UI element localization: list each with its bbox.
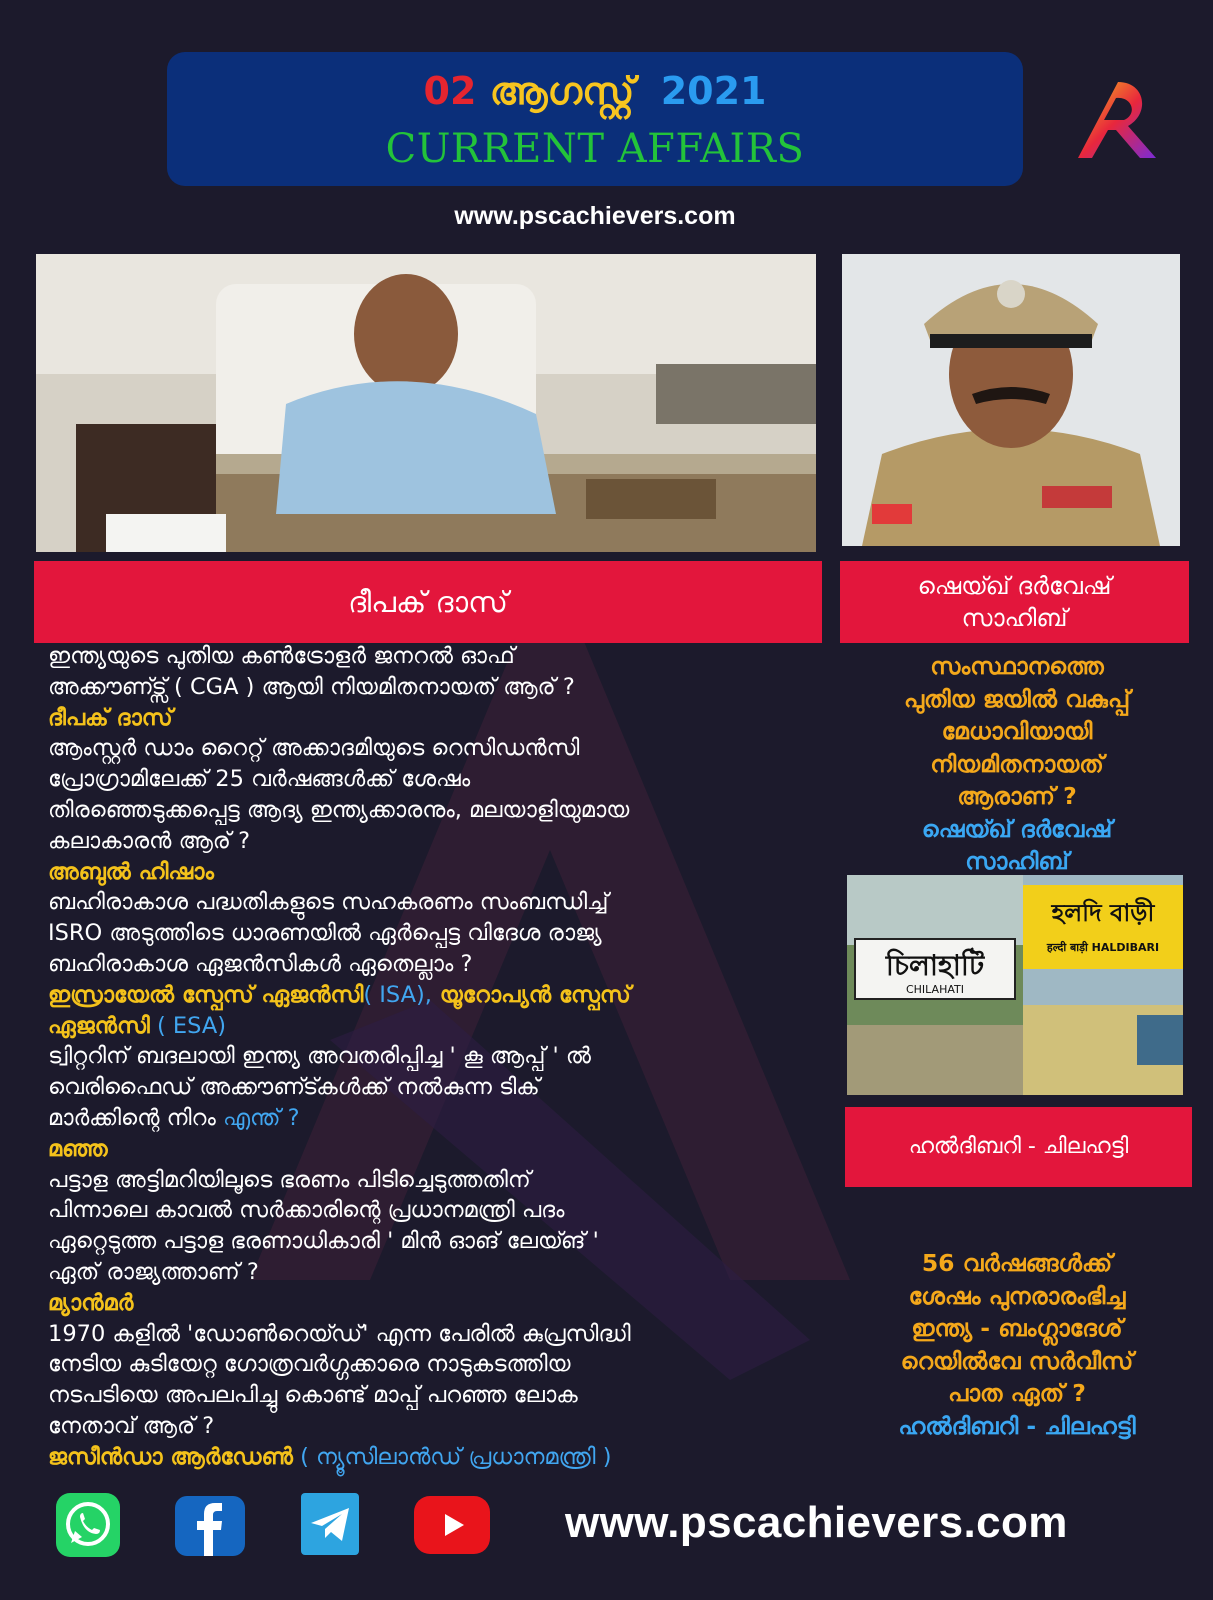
photo-deepak-das: [36, 254, 816, 552]
side-question-jail-department: [842, 650, 1192, 878]
question-line: പിന്നാലെ കാവൽ സർക്കാരിന്റെ പ്രധാനമന്ത്രി പദം: [48, 1197, 565, 1224]
answer: മ്യാൻമർ: [48, 1289, 134, 1316]
question-line: ബഹിരാകാശ പദ്ധതികളുടെ സഹകരണം സംബന്ധിച്ച്: [48, 889, 609, 916]
telegram-icon[interactable]: [301, 1493, 359, 1555]
qa-item-6: [48, 1319, 828, 1473]
website-url-bottom[interactable]: www.pscachievers.com: [565, 1498, 1068, 1547]
question-line: നേതാവ് ആര് ?: [48, 1412, 215, 1439]
side-question-line: 56 വർഷങ്ങൾക്ക്: [921, 1249, 1113, 1277]
photo-sheikh-darvesh-saheb: [842, 254, 1180, 546]
chilahati-sign-latin: CHILAHATI: [905, 983, 965, 996]
side-question-line: ആരാണ് ?: [957, 782, 1077, 810]
answer-part: യൂറോപ്യൻ സ്പേസ്: [431, 981, 631, 1008]
question-line: കലാകാരൻ ആര് ?: [48, 827, 251, 854]
answer: [48, 1442, 828, 1473]
current-affairs-title: CURRENT AFFAIRS: [385, 126, 805, 172]
question-line: 1970 കളിൽ 'ഡോൺറെയ്ഡ്' എന്ന പേരിൽ കുപ്രസിദ്ധി: [48, 1320, 631, 1347]
question-part-blue: എന്ത് ?: [222, 1104, 300, 1131]
qa-item-4: [48, 1041, 828, 1164]
answer-line-1: [48, 980, 828, 1011]
question-line: ഏത് രാജ്യത്താണ് ?: [48, 1258, 259, 1285]
date-month: ആഗസ്റ്റ്: [489, 69, 635, 113]
title-banner: [167, 52, 1023, 186]
haldibari-sign-latin: हल्दी बाड़ी HALDIBARI: [1046, 941, 1160, 954]
answer-part: ഇസ്രായേൽ സ്പേസ് ഏജൻസി: [48, 981, 364, 1008]
side-question-railway: [842, 1247, 1192, 1442]
answer: ദീപക് ദാസ്: [48, 704, 173, 731]
answer-part: ഏജൻസി: [48, 1012, 150, 1039]
question-line: ഇന്ത്യയുടെ പുതിയ കൺട്രോളർ ജനറൽ ഓഫ്: [48, 643, 515, 669]
date-line: [167, 68, 1023, 114]
qa-item-5: [48, 1165, 828, 1319]
website-url-top[interactable]: www.pscachievers.com: [454, 202, 736, 230]
question-line: ബഹിരാകാശ ഏജൻസികൾ ഏതെല്ലാം ?: [48, 950, 473, 977]
question-line: വെരിഫൈഡ് അക്കൗണ്ട്കൾക്ക് നൽകുന്ന ടിക്: [48, 1074, 540, 1101]
question-line: അക്കൗണ്ട്സ് ( CGA ) ആയി നിയമിതനായത് ആര് ?: [48, 673, 575, 700]
side-question-line: സംസ്ഥാനത്തെ: [930, 652, 1104, 680]
answer-note: ( ന്യൂസിലാൻഡ് പ്രധാനമന്ത്രി ): [292, 1443, 612, 1470]
name-banner-deepak-das: ദീപക് ദാസ്: [34, 561, 822, 643]
side-question-line: മേധാവിയായി: [941, 717, 1093, 745]
chilahati-sign-bengali: চিলাহাটি: [885, 949, 985, 982]
side-question-line: റെയിൽവേ സർവീസ്: [900, 1346, 1134, 1375]
facebook-icon[interactable]: [175, 1496, 245, 1556]
question-line: പ്രോഗ്രാമിലേക്ക് 25 വർഷങ്ങൾക്ക് ശേഷം: [48, 766, 471, 793]
qa-list: [48, 641, 828, 1473]
side-question-line: ശേഷം പുനരാരംഭിച്ച: [908, 1281, 1126, 1310]
question-line: ട്വിറ്ററിന് ബദലായി ഇന്ത്യ അവതരിപ്പിച്ച ' കൂ ആപ്പ് ' ൽ: [48, 1043, 591, 1070]
photo-haldibari-chilahati-stations: [847, 875, 1183, 1095]
side-question-line: ഇന്ത്യ - ബംഗ്ലാദേശ്: [911, 1314, 1123, 1342]
question-line: [48, 1103, 828, 1134]
question-line: ഏറ്റെടുത്ത പട്ടാള ഭരണാധികാരി ' മിൻ ഓങ് ലേയ്ങ് ': [48, 1228, 599, 1255]
question-line: ആംസ്റ്റർ ഡാം റൈറ്റ് അക്കാദമിയുടെ റെസിഡൻസി: [48, 735, 580, 762]
answer-part: ജസീൻഡാ ആർഡേൺ: [48, 1443, 293, 1470]
question-line: ISRO അടുത്തിടെ ധാരണയിൽ ഏർപ്പെട്ട വിദേശ രാജ്യ: [48, 920, 602, 947]
banner-right-line-2: സാഹിബ്: [961, 604, 1068, 632]
answer: മഞ്ഞ: [48, 1135, 108, 1162]
side-question-line: നിയമിതനായത്: [930, 749, 1104, 778]
qa-item-1: [48, 641, 828, 733]
name-banner-sheikh-darvesh: [840, 561, 1189, 643]
whatsapp-icon[interactable]: [56, 1493, 120, 1557]
date-day: 02: [423, 69, 477, 113]
side-question-line: പുതിയ ജയിൽ വകുപ്പ്: [903, 684, 1131, 713]
qa-item-2: [48, 733, 828, 887]
answer: അബുൽ ഹിഷാം: [48, 858, 214, 885]
question-line: നേടിയ കുടിയേറ്റ ഗോത്രവർഗ്ഗക്കാരെ നാടുകടത്തിയ: [48, 1351, 571, 1378]
qa-item-3: [48, 887, 828, 1041]
answer-line-2: [48, 1011, 828, 1042]
side-answer-line: ഹൽദിബറി - ചിലഹട്ടി: [898, 1411, 1136, 1440]
youtube-icon[interactable]: [414, 1496, 490, 1554]
brand-logo-icon: [1068, 74, 1168, 164]
date-year: 2021: [660, 69, 767, 113]
banner-right-line-1: ഷെയ്ഖ് ദർവേഷ്: [917, 572, 1112, 600]
question-line: പട്ടാള അട്ടിമറിയിലൂടെ ഭരണം പിടിച്ചെടുത്തതിന്: [48, 1166, 531, 1193]
question-part: മാർക്കിന്റെ നിറം: [48, 1104, 223, 1131]
side-answer-line: സാഹിബ്: [965, 847, 1069, 875]
question-line: നടപടിയെ അപലപിച്ചു കൊണ്ട് മാപ്പ് പറഞ്ഞ ലോക: [48, 1382, 578, 1409]
name-banner-station: ഹൽദിബറി - ചിലഹട്ടി: [845, 1107, 1192, 1187]
side-answer-line: ഷെയ്ഖ് ദർവേഷ്: [921, 814, 1113, 843]
answer-abbr: ( ESA): [149, 1012, 226, 1039]
question-line: തിരഞ്ഞെടുക്കപ്പെട്ട ആദ്യ ഇന്ത്യക്കാരനും, മലയാളിയുമായ: [48, 796, 630, 823]
side-question-line: പാത ഏത് ?: [948, 1379, 1086, 1407]
haldibari-sign-bengali: হলদি বাড়ী: [1051, 899, 1155, 927]
answer-abbr: ( ISA),: [363, 981, 432, 1008]
